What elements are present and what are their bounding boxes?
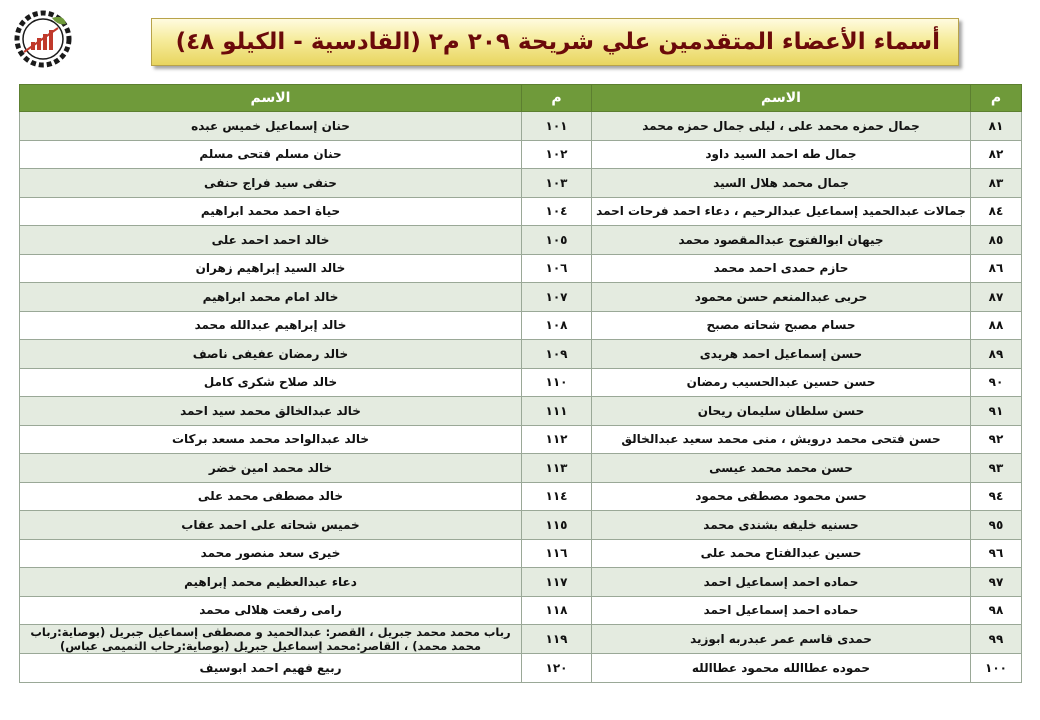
- row-number-cell: ١١٢: [522, 425, 592, 454]
- row-number-cell: ٨٣: [971, 169, 1022, 198]
- member-name-cell: جمالات عبدالحميد إسماعيل عبدالرحيم ، دعاء احمد فرحات احمد: [592, 197, 971, 226]
- table-row: [20, 397, 1022, 426]
- member-name-cell: حموده عطاالله محمود عطاالله: [592, 654, 971, 683]
- member-name-cell: خالد إبراهيم عبدالله محمد: [20, 311, 522, 340]
- member-name-cell: رباب محمد محمد جبريل ، القصر: عبدالحميد و مصطفى إسماعيل جبريل (بوصاية:رباب محمد محمد) ، القاصر:محمد إسماعيل جبريل (بوصاية:رحاب التميمى عباس): [20, 625, 522, 654]
- member-name-cell: خالد محمد امين خضر: [20, 454, 522, 483]
- member-name-cell: خالد عبدالخالق محمد سيد احمد: [20, 397, 522, 426]
- member-name-cell: حسن فتحى محمد درويش ، منى محمد سعيد عبدالخالق: [592, 425, 971, 454]
- table-row: [20, 140, 1022, 169]
- table-row: [20, 539, 1022, 568]
- row-number-cell: ١٠٧: [522, 283, 592, 312]
- member-name-cell: دعاء عبدالعظيم محمد إبراهيم: [20, 568, 522, 597]
- member-name-cell: خيرى سعد منصور محمد: [20, 539, 522, 568]
- row-number-cell: ٨٥: [971, 226, 1022, 255]
- member-name-cell: خالد احمد احمد على: [20, 226, 522, 255]
- column-header-name: الاسم: [592, 85, 971, 112]
- table-row: [20, 283, 1022, 312]
- row-number-cell: ٩٥: [971, 511, 1022, 540]
- member-name-cell: حازم حمدى احمد محمد: [592, 254, 971, 283]
- row-number-cell: ١٠١: [522, 112, 592, 141]
- title-banner: [151, 18, 959, 66]
- table-row: [20, 197, 1022, 226]
- table-row: [20, 368, 1022, 397]
- table-row: [20, 311, 1022, 340]
- row-number-cell: ١١٧: [522, 568, 592, 597]
- table-row: [20, 654, 1022, 683]
- member-name-cell: حسين عبدالفتاح محمد على: [592, 539, 971, 568]
- row-number-cell: ٩٣: [971, 454, 1022, 483]
- row-number-cell: ٩٠: [971, 368, 1022, 397]
- row-number-cell: ١٠٤: [522, 197, 592, 226]
- row-number-cell: ١٠٦: [522, 254, 592, 283]
- row-number-cell: ٩١: [971, 397, 1022, 426]
- member-name-cell: حياة احمد محمد ابراهيم: [20, 197, 522, 226]
- row-number-cell: ١٢٠: [522, 654, 592, 683]
- row-number-cell: ١٠٥: [522, 226, 592, 255]
- row-number-cell: ١١٦: [522, 539, 592, 568]
- table-body: [20, 112, 1022, 683]
- table-row: [20, 596, 1022, 625]
- member-name-cell: خالد السيد إبراهيم زهران: [20, 254, 522, 283]
- table-row: [20, 112, 1022, 141]
- page-title: أسماء الأعضاء المتقدمين علي شريحة ٢٠٩ م٢ (القادسية - الكيلو ٤٨): [175, 29, 940, 55]
- member-name-cell: خالد مصطفى محمد على: [20, 482, 522, 511]
- row-number-cell: ١٠٠: [971, 654, 1022, 683]
- row-number-cell: ١٠٨: [522, 311, 592, 340]
- member-name-cell: حسن محمد محمد عيسى: [592, 454, 971, 483]
- member-name-cell: حنفى سيد فراج حنفى: [20, 169, 522, 198]
- member-name-cell: حسام مصبح شحاته مصبح: [592, 311, 971, 340]
- member-name-cell: جمال محمد هلال السيد: [592, 169, 971, 198]
- member-name-cell: جمال طه احمد السيد داود: [592, 140, 971, 169]
- member-name-cell: خالد امام محمد ابراهيم: [20, 283, 522, 312]
- member-name-cell: حماده احمد إسماعيل احمد: [592, 568, 971, 597]
- row-number-cell: ١٠٢: [522, 140, 592, 169]
- table-row: [20, 226, 1022, 255]
- member-name-cell: جيهان ابوالفتوح عبدالمقصود محمد: [592, 226, 971, 255]
- row-number-cell: ٩٤: [971, 482, 1022, 511]
- member-name-cell: حسن حسين عبدالحسيب رمضان: [592, 368, 971, 397]
- member-name-cell: حسنيه خليفه بشندى محمد: [592, 511, 971, 540]
- row-number-cell: ٩٢: [971, 425, 1022, 454]
- table-row: [20, 425, 1022, 454]
- row-number-cell: ١٠٩: [522, 340, 592, 369]
- member-name-cell: حسن سلطان سليمان ريحان: [592, 397, 971, 426]
- table-row: [20, 340, 1022, 369]
- row-number-cell: ١١٣: [522, 454, 592, 483]
- table-row: [20, 454, 1022, 483]
- member-name-cell: رامى رفعت هلالى محمد: [20, 596, 522, 625]
- row-number-cell: ٨٩: [971, 340, 1022, 369]
- row-number-cell: ٨٦: [971, 254, 1022, 283]
- member-name-cell: حماده احمد إسماعيل احمد: [592, 596, 971, 625]
- row-number-cell: ٨٧: [971, 283, 1022, 312]
- row-number-cell: ٨١: [971, 112, 1022, 141]
- row-number-cell: ٩٨: [971, 596, 1022, 625]
- row-number-cell: ٩٦: [971, 539, 1022, 568]
- association-logo-icon: [12, 8, 74, 70]
- row-number-cell: ٩٩: [971, 625, 1022, 654]
- table-row: [20, 511, 1022, 540]
- member-name-cell: حنان إسماعيل خميس عبده: [20, 112, 522, 141]
- row-number-cell: ١٠٣: [522, 169, 592, 198]
- member-name-cell: حربى عبدالمنعم حسن محمود: [592, 283, 971, 312]
- member-name-cell: حسن محمود مصطفى محمود: [592, 482, 971, 511]
- row-number-cell: ١١١: [522, 397, 592, 426]
- table-row: [20, 482, 1022, 511]
- member-name-cell: خالد رمضان عفيفى ناصف: [20, 340, 522, 369]
- member-name-cell: حنان مسلم فتحى مسلم: [20, 140, 522, 169]
- member-name-cell: حمدى قاسم عمر عبدربه ابوزيد: [592, 625, 971, 654]
- table-row: [20, 568, 1022, 597]
- members-table: [19, 84, 1022, 683]
- member-name-cell: ربيع فهيم احمد ابوسيف: [20, 654, 522, 683]
- row-number-cell: ١١٨: [522, 596, 592, 625]
- row-number-cell: ١١٤: [522, 482, 592, 511]
- table-row: [20, 254, 1022, 283]
- row-number-cell: ٨٢: [971, 140, 1022, 169]
- row-number-cell: ٨٨: [971, 311, 1022, 340]
- row-number-cell: ١١٩: [522, 625, 592, 654]
- table-header-row: [20, 85, 1022, 112]
- table-row: [20, 169, 1022, 198]
- table-row: [20, 625, 1022, 654]
- row-number-cell: ٩٧: [971, 568, 1022, 597]
- row-number-cell: ١١٥: [522, 511, 592, 540]
- row-number-cell: ١١٠: [522, 368, 592, 397]
- member-name-cell: خميس شحاته على احمد عقاب: [20, 511, 522, 540]
- column-header-number: م: [971, 85, 1022, 112]
- member-name-cell: حسن إسماعيل احمد هريدى: [592, 340, 971, 369]
- column-header-name: الاسم: [20, 85, 522, 112]
- member-name-cell: خالد عبدالواحد محمد مسعد بركات: [20, 425, 522, 454]
- member-name-cell: جمال حمزه محمد على ، ليلى جمال حمزه محمد: [592, 112, 971, 141]
- member-name-cell: خالد صلاح شكرى كامل: [20, 368, 522, 397]
- column-header-number: م: [522, 85, 592, 112]
- row-number-cell: ٨٤: [971, 197, 1022, 226]
